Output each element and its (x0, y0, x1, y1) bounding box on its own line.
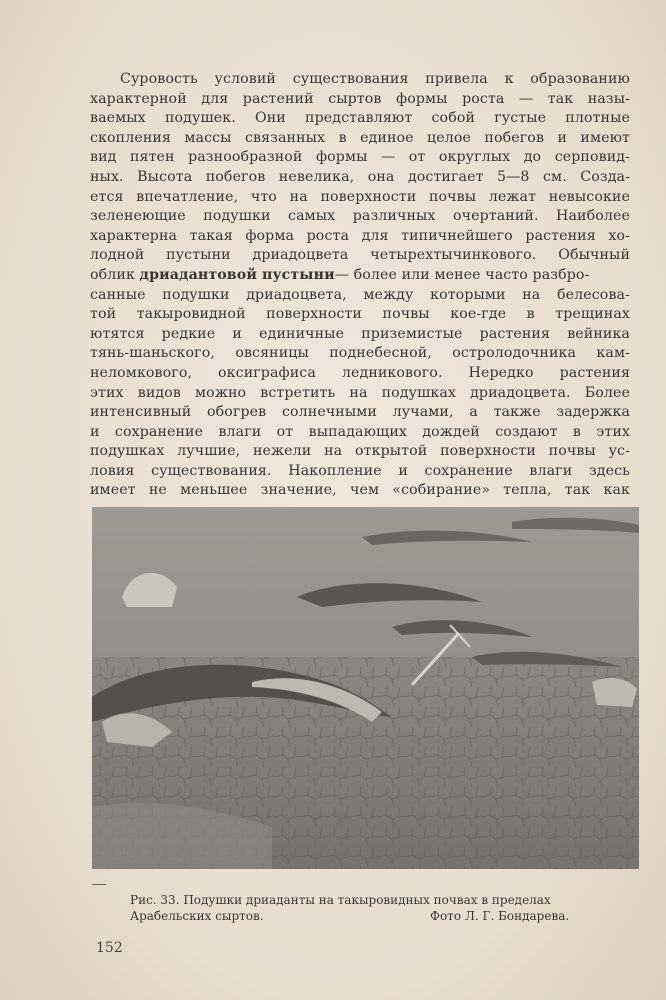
body-text (90, 70, 630, 501)
figure-photo (92, 507, 639, 869)
text-line: ловия существования. Накопление и сохранение влаги здесь (90, 462, 630, 479)
text-line: вид пятен разнообразной формы — от округлых до серповид- (90, 149, 630, 166)
divider-mark (92, 884, 106, 885)
text-line: характерна такая форма роста для типичнейшего растения хо- (90, 227, 630, 244)
text-line: лодной пустыни дриадоцвета четырехтычинкового. Обычный (90, 247, 630, 264)
page-number: 152 (96, 940, 123, 956)
text-line: тянь-шаньского, овсяницы поднебесной, остролодочника кам- (90, 345, 630, 362)
text-line: ных. Высота побегов невелика, она достигает 5—8 см. Созда- (90, 168, 630, 185)
text-line: и сохранение влаги от выпадающих дождей создают в этих (90, 423, 630, 440)
text-line: той такыровидной поверхности почвы кое-где в трещинах (90, 306, 630, 323)
text-line-with-term (90, 266, 630, 286)
text-line: подушках лучшие, нежели на открытой поверхности почвы ус- (90, 443, 630, 460)
text-line: ютятся редкие и единичные приземистые растения вейника (90, 325, 630, 342)
bold-term: дриадантовой пустыни (139, 266, 335, 283)
text-line: ваемых подушек. Они представляют собой густые плотные (90, 110, 630, 127)
photo-credit: Фото Л. Г. Бондарева. (430, 909, 570, 923)
figure-caption (130, 892, 630, 924)
caption-line-1: Рис. 33. Подушки дриаданты на такыровидных почвах в пределах (130, 893, 551, 907)
text-line: санные подушки дриадоцвета, между которыми на белесова- (90, 286, 630, 303)
text-line: интенсивный обогрев солнечными лучами, а также задержка (90, 404, 630, 421)
line-prefix: облик (90, 266, 140, 283)
text-line: характерной для растений сыртов формы роста — так назы- (90, 90, 630, 107)
text-line: скопления массы связанных в единое целое побегов и имеют (90, 129, 630, 146)
cushion-plants-photo (92, 507, 639, 869)
text-line: имеет не меньшее значение, чем «собирание» тепла, так как (90, 482, 630, 499)
text-line: зеленеющие подушки самых различных очертаний. Наиболее (90, 208, 630, 225)
line-rest: — более или менее часто разбро- (334, 266, 590, 283)
text-line: неломкового, оксиграфиса ледникового. Нередко растения (90, 364, 630, 381)
text-line: Суровость условий существования привела к образованию (120, 71, 630, 87)
text-line: этих видов можно встретить на подушках дриадоцвета. Более (90, 384, 630, 401)
text-line: ется впечатление, что на поверхности почвы лежат невысокие (90, 188, 630, 205)
caption-line-2: Арабельских сыртов. (130, 909, 264, 923)
